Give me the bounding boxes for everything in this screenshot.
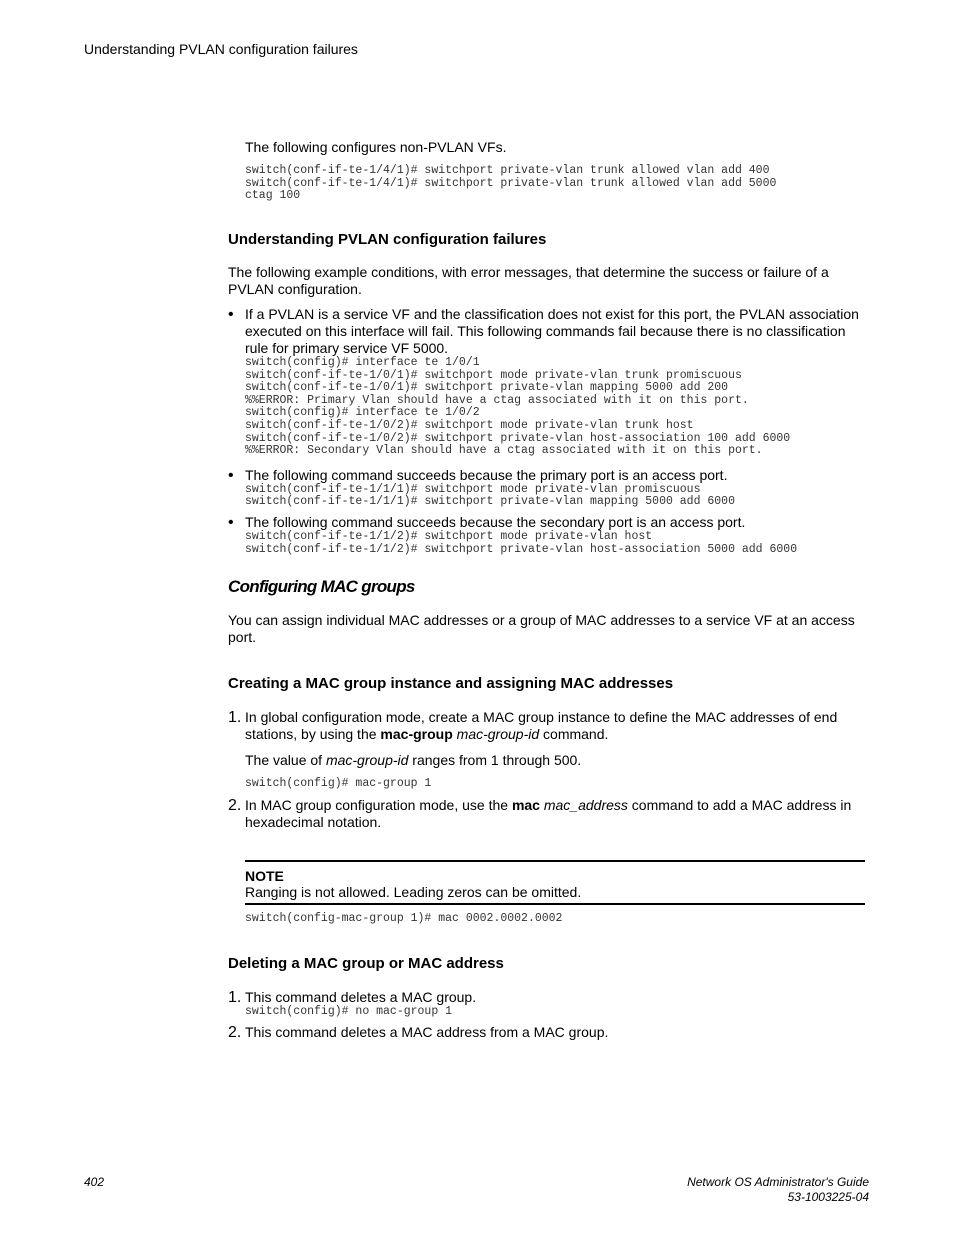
list-item	[228, 514, 868, 556]
section-title: Configuring MAC groups	[228, 577, 415, 596]
code-block: switch(config-mac-group 1)# mac 0002.0002.0002	[245, 912, 563, 925]
section-intro: You can assign individual MAC addresses or a group of MAC addresses to a service VF at an access port.	[228, 612, 855, 645]
section-intro: The following example conditions, with error messages, that determine the success or failure of a PVLAN configuration.	[228, 264, 829, 297]
nonpvlan-block	[245, 139, 776, 203]
step-number: 1.	[228, 989, 242, 1006]
list-item	[228, 306, 868, 458]
pvlan-section	[228, 231, 868, 556]
list-item-text: The following command succeeds because the secondary port is an access port.	[245, 513, 746, 530]
page-number: 402	[84, 1175, 105, 1189]
list-item	[228, 1024, 868, 1041]
section-heading: Creating a MAC group instance and assigning MAC addresses	[228, 675, 674, 692]
step-number: 2.	[228, 796, 242, 814]
code-block: switch(config)# interface te 1/0/1 switch(conf-if-te-1/0/1)# switchport mode private-vlan trunk promiscuous switch(conf-if-te-1/0/1)# switchport private-vlan mapping 5000 add 200 %%ERROR: Primary Vlan should have a ctag associated with it on this port. switch(config)# interface te 1/0/2 switch(conf-if-te-1/0/2)# switchport mode private-vlan trunk host switch(conf-if-te-1/0/2)# switchport private-vlan host-association 100 add 6000 %%ERROR: Secondary Vlan should have a ctag associated with it on this port.	[245, 356, 791, 458]
delete-section	[228, 955, 868, 1041]
section-heading: Deleting a MAC group or MAC address	[228, 955, 504, 972]
value-note: The value of mac-group-id ranges from 1 through 500.	[245, 752, 582, 768]
note-label: NOTE	[245, 868, 284, 884]
code-block: switch(conf-if-te-1/4/1)# switchport private-vlan trunk allowed vlan add 400 switch(conf-if-te-1/4/1)# switchport private-vlan trunk allowed vlan add 5000 ctag 100	[245, 164, 777, 203]
code-block: switch(config)# mac-group 1	[245, 777, 432, 790]
footer-doc-id: 53-1003225-04	[787, 1190, 869, 1204]
note-box	[245, 860, 865, 905]
list-item	[228, 709, 868, 791]
bullet-mark: •	[228, 466, 234, 484]
list-item	[228, 467, 868, 509]
mac-section	[228, 577, 868, 646]
create-section	[228, 675, 868, 831]
list-item-text: This command deletes a MAC group.	[245, 989, 477, 1005]
list-item-text: In MAC group configuration mode, use the mac mac_address command to add a MAC address in hexadecimal notation.	[245, 796, 852, 830]
note-block	[245, 860, 865, 926]
section-heading: Understanding PVLAN configuration failures	[228, 231, 547, 248]
list-item-text: This command deletes a MAC address from a MAC group.	[245, 1023, 609, 1040]
running-head: Understanding PVLAN configuration failures	[84, 41, 358, 57]
code-block: switch(conf-if-te-1/1/2)# switchport mode private-vlan host switch(conf-if-te-1/1/2)# switchport private-vlan host-association 5000 add 6000	[245, 529, 798, 556]
list-item-text: The following command succeeds because the primary port is an access port.	[245, 466, 728, 483]
list-item-text: In global configuration mode, create a MAC group instance to define the MAC addresses of end stations, by using the mac-group mac-group-id command.	[245, 709, 838, 742]
bullet-mark: •	[228, 306, 234, 323]
bullet-mark: •	[228, 513, 234, 531]
step-number: 1.	[228, 709, 242, 726]
footer-doc-info	[687, 1175, 869, 1205]
code-block: switch(config)# no mac-group 1	[245, 1005, 453, 1018]
list-item	[228, 797, 868, 831]
list-item-text: If a PVLAN is a service VF and the classification does not exist for this port, the PVLAN association executed on this interface will fail. This following commands fail because there is no classification rule for primary service VF 5000.	[245, 306, 859, 356]
footer-title: Network OS Administrator's Guide	[687, 1175, 869, 1189]
list-item	[228, 989, 868, 1019]
note-text: Ranging is not allowed. Leading zeros can be omitted.	[245, 884, 582, 900]
code-block: switch(conf-if-te-1/1/1)# switchport mode private-vlan promiscuous switch(conf-if-te-1/1/1)# switchport private-vlan mapping 5000 add 6000	[245, 482, 735, 509]
nonpvlan-intro: The following configures non-PVLAN VFs.	[245, 139, 507, 155]
step-number: 2.	[228, 1023, 242, 1041]
